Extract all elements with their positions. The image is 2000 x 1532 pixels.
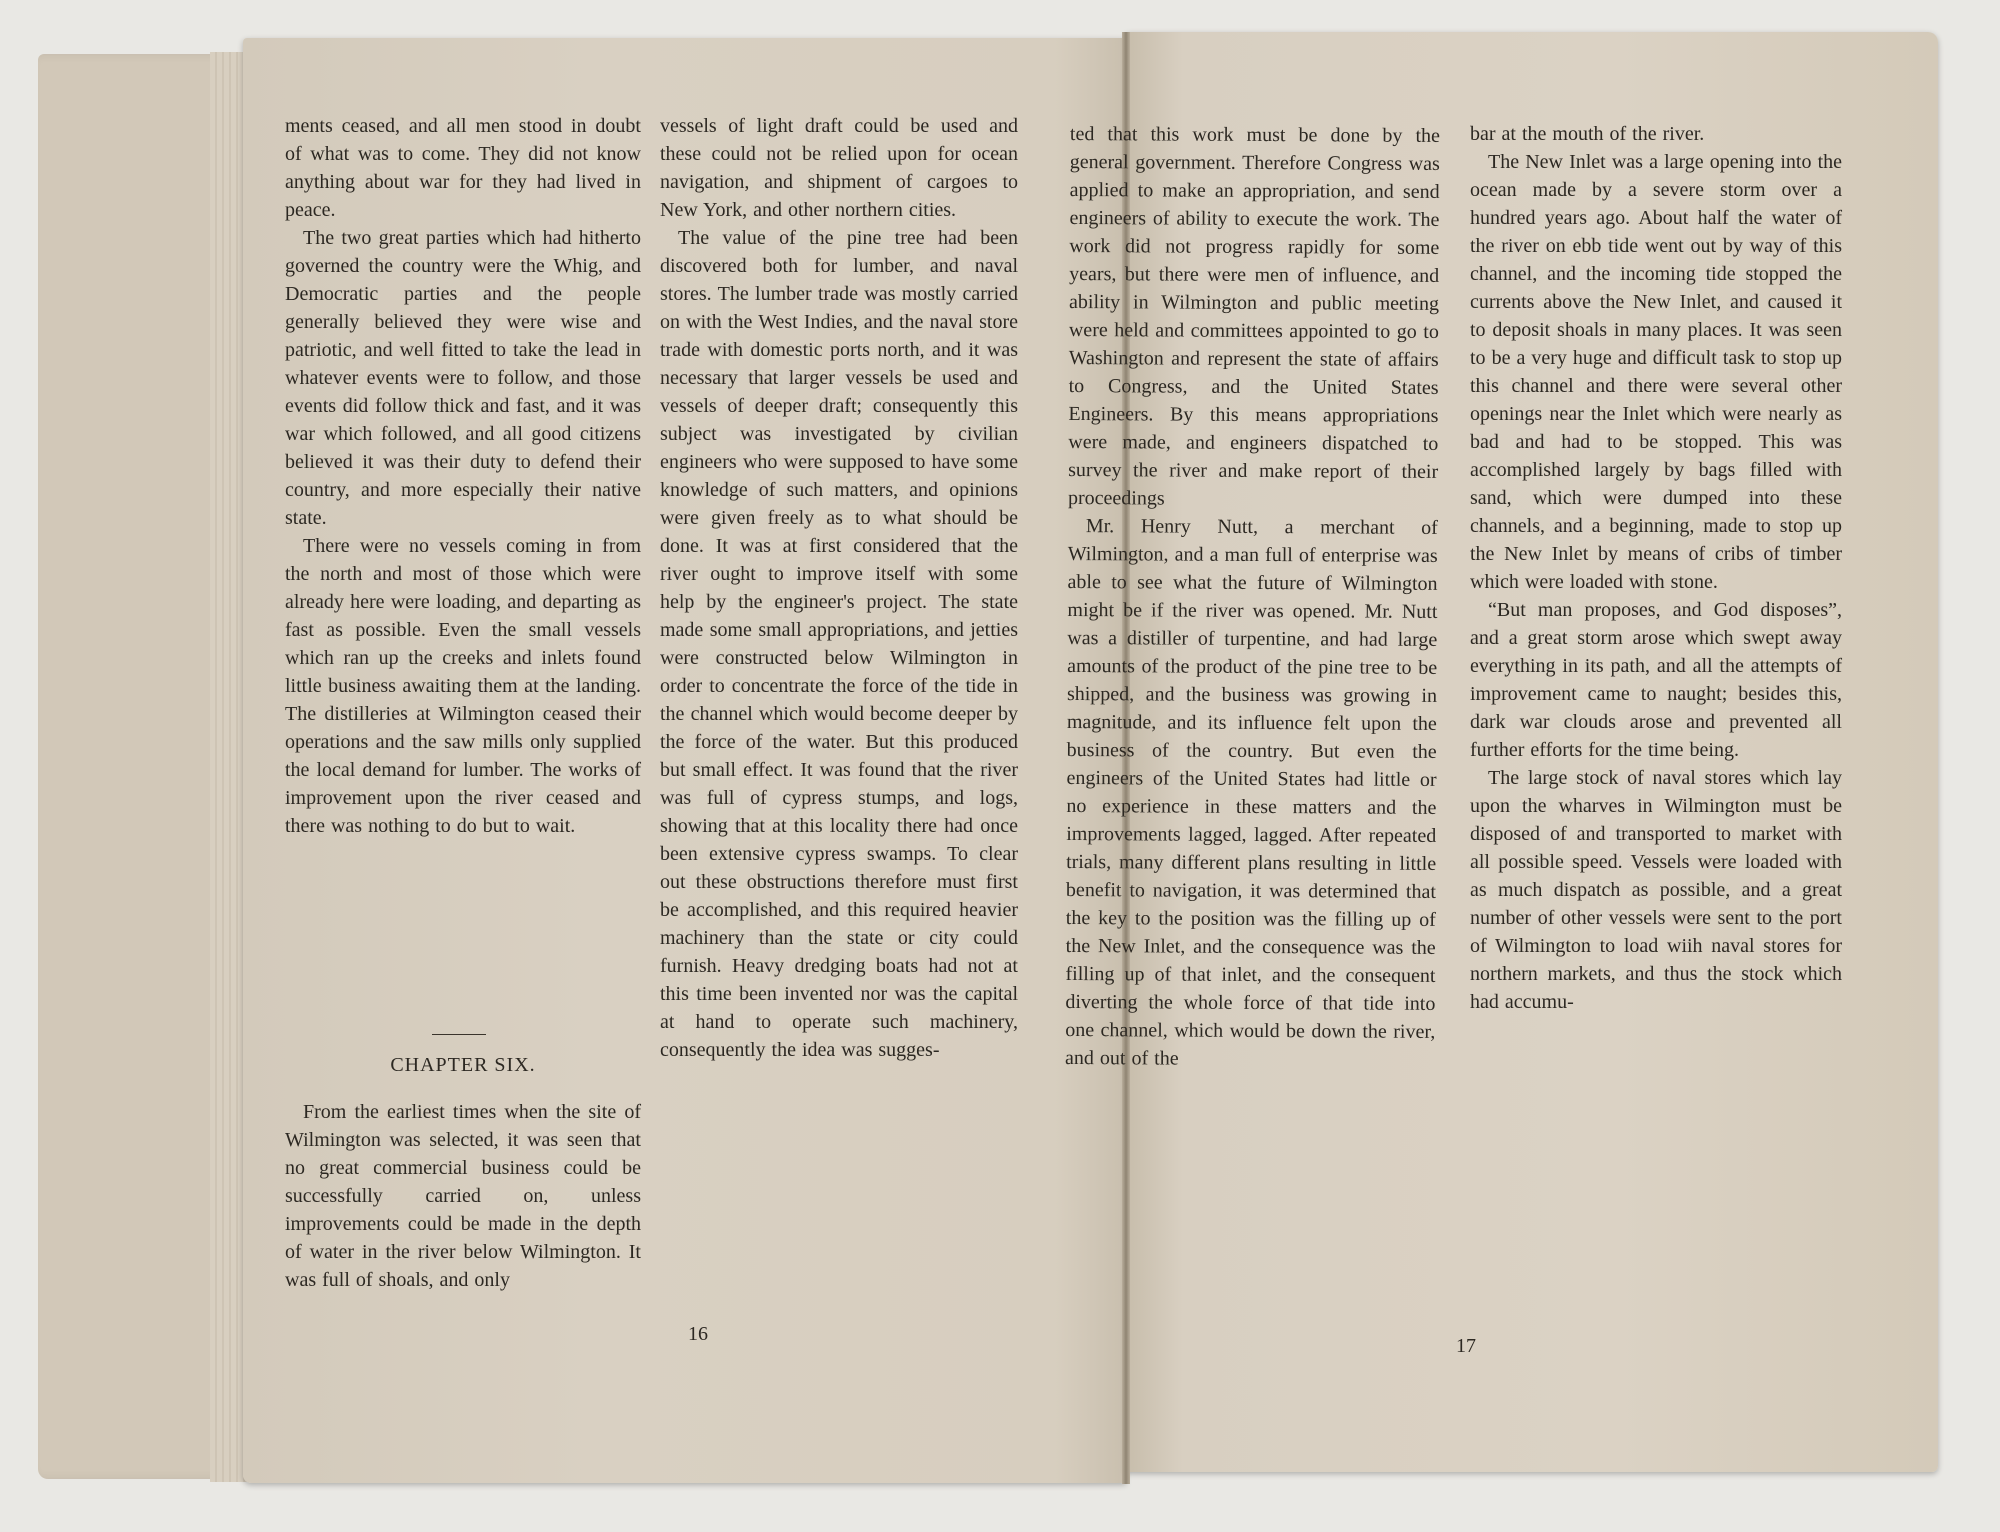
paragraph: The value of the pine tree had been discovered both for lumber, and naval stores. The lumber trade was mostly carried on with the West Indies, and the naval store trade with domestic ports north, and it was necessary that larger vessels be used and vessels of deeper draft; consequently this subject was investigated by civilian engineers who were supposed to have some knowledge of such matters, and opinions were given freely as to what should be done. It was at first considered that the river ought to improve itself with some help by the engineer's project. The state made some small appropriations, and jetties were constructed below Wilmington in order to concentrate the force of the tide in the channel which would become deeper by the force of the water. But this produced but small effect. It was found that the river was full of cypress stumps, and logs, showing that at this locality there had once been extensive cypress swamps. To clear out these obstructions therefore must first be accomplished, and this required heavier machinery than the state or city could furnish. Heavy dredging boats had not at this time been invented nor was the capital at hand to operate such machinery, consequently the idea was sugges- [660,227,1018,1061]
right-page-column-2 [1470,120,1842,1016]
paragraph: ments ceased, and all men stood in doubt of what was to come. They did not know anything about war for they had lived in peace. [285,115,641,221]
paragraph: vessels of light draft could be used and these could not be relied upon for ocean navigation, and shipment of cargoes to New York, and other northern cities. [660,115,1018,221]
section-divider [432,1034,486,1035]
back-cover-flap [38,54,228,1479]
paragraph: The New Inlet was a large opening into the ocean made by a severe storm over a hundred years ago. About half the water of the river on ebb tide went out by way of this channel, and the incoming tide stopped the currents above the New Inlet, and caused it to deposit shoals in many places. It was seen to be a very huge and difficult task to stop up this channel and there were several other openings near the Inlet which were nearly as bad and had to be stopped. This was accomplished largely by bags filled with sand, which were dumped into these channels, and a beginning, made to stop up the New Inlet by means of cribs of timber which were loaded with stone. [1470,151,1842,593]
left-page-column-2 [660,112,1018,1064]
paragraph: The large stock of naval stores which lay upon the wharves in Wilmington must be disposed of and transported to market with all possible speed. Vessels were loaded with as much dispatch as possible, and a great number of other vessels were sent to the port of Wilmington to load wiih naval stores for northern markets, and thus the stock which had accumu- [1470,767,1842,1013]
chapter-opening [285,1098,641,1294]
paragraph: The two great parties which had hitherto governed the country were the Whig, and Democratic parties and the people generally believed they were wise and patriotic, and well fitted to take the lead in whatever events were to follow, and those events did follow thick and fast, and it was war which followed, and all good citizens believed it was their duty to defend their country, and more especially their native state. [285,227,641,529]
paragraph: bar at the mouth of the river. [1470,123,1705,145]
paragraph: Mr. Henry Nutt, a merchant of Wilmington, and a man full of enterprise was able to see what the future of Wilmington might be if the river was opened. Mr. Nutt was a distiller of turpentine, and had large amounts of the product of the pine tree to be shipped, and the business was growing in magnitude, and its influence felt upon the business of the country. But even the engineers of the United States had little or no experience in these matters and the improvements lagged, lagged. After repeated trials, many different plans resulting in little benefit to navigation, it was determined that the key to the position was the filling up of the New Inlet, and the consequence was the filling up of that inlet, and the consequent diverting the whole force of that tide into one channel, which would be down the river, and out of the [1065,515,1438,1070]
paragraph: “But man proposes, and God disposes”, and a great storm arose which swept away everything in its path, and all the attempts of improvement came to naught; besides this, dark war clouds arose and prevented all further efforts for the time being. [1470,599,1842,761]
paragraph: There were no vessels coming in from the north and most of those which were already here were loading, and departing as fast as possible. Even the small vessels which ran up the creeks and inlets found little business awaiting them at the landing. The distilleries at Wilmington ceased their operations and the saw mills only supplied the local demand for lumber. The works of improvement upon the river ceased and there was nothing to do but to wait. [285,535,641,837]
right-page-column-1 [1065,120,1440,1074]
chapter-heading: CHAPTER SIX. [390,1054,536,1076]
page-number-right: 17 [1456,1335,1476,1357]
paragraph: ted that this work must be done by the general government. Therefore Congress was applied to make an appropriation, and send engineers of ability to execute the work. The work did not progress rapidly for some years, but there were men of influence, and ability in Wilmington and public meeting were held and committees appointed to go to Washington and represent the state of affairs to Congress, and the United States Engineers. By this means appropriations were made, and engineers dispatched to survey the river and make report of their proceedings [1067,122,1440,510]
page-number-left: 16 [688,1323,708,1345]
left-page-column-1 [285,112,641,840]
paragraph: From the earliest times when the site of Wilmington was selected, it was seen that no great commercial business could be successfully carried on, unless improvements could be made in the depth of water in the river below Wilmington. It was full of shoals, and only [285,1101,641,1291]
